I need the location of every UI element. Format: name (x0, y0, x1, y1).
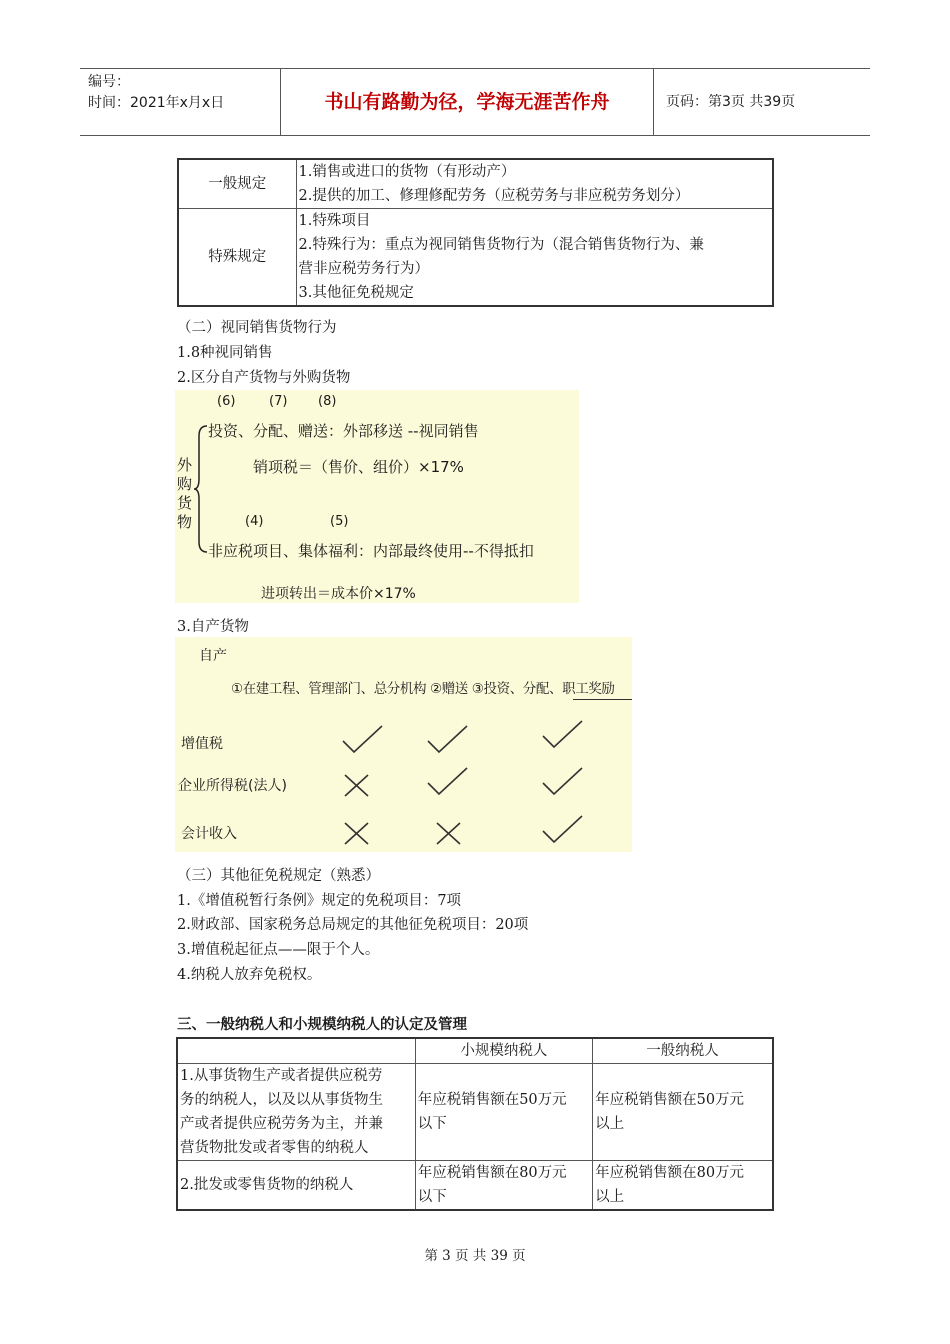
list-item: 2.财政部、国家税务总局规定的其他征免税项目：20项 (177, 917, 529, 933)
row-label: 特殊规定 (178, 209, 296, 307)
content-line: 1.特殊项目 (298, 213, 371, 229)
cell-line: 产或者提供应税劳务为主，并兼 (180, 1116, 383, 1132)
marks-grid (175, 637, 632, 852)
list-item: 1.8种视同销售 (177, 345, 273, 361)
external-transfer-text: 投资、分配、赠送：外部移送 --视同销售 (208, 422, 479, 440)
output-tax-formula: 销项税＝（售价、组价）×17% (253, 458, 464, 476)
list-item: 4.纳税人放弃免税权。 (177, 967, 322, 983)
row-label: 企业所得税(法人) (178, 778, 287, 794)
main-section-heading: 三、一般纳税人和小规模纳税人的认定及管理 (177, 1017, 467, 1033)
document-number: 编号： (88, 74, 130, 90)
table-row (178, 209, 773, 307)
item-number: (5) (330, 514, 349, 529)
check-icon (543, 768, 582, 794)
row-description (177, 1064, 415, 1161)
internal-use-text: 非应税项目、集体福利：内部最终使用--不得抵扣 (208, 542, 534, 560)
general-cell (593, 1064, 773, 1161)
section-heading: （三）其他征免税规定（熟悉） (177, 868, 380, 884)
table-header-row (177, 1038, 773, 1064)
table-row (178, 159, 773, 209)
document-date: 时间：2021年x月x日 (88, 95, 225, 111)
check-icon (343, 726, 382, 752)
list-item: 3.增值税起征点——限于个人。 (177, 942, 380, 958)
cross-icon (345, 775, 368, 796)
row-content (296, 209, 773, 307)
cell-line: 以上 (595, 1189, 625, 1205)
diagram-title: 自产 (199, 648, 227, 664)
table-row (177, 1064, 773, 1161)
cross-icon (437, 823, 460, 844)
header-cell: 一般纳税人 (593, 1038, 773, 1064)
side-char: 外 (177, 456, 193, 474)
small-scale-cell (415, 1064, 592, 1161)
content-line: 1.销售或进口的货物（有形动产） (298, 164, 516, 180)
header-info (80, 69, 281, 135)
content-line: 2.提供的加工、修理修配劳务（应税劳务与非应税劳务划分） (298, 188, 690, 204)
cell-line: 年应税销售额在50万元 (595, 1092, 745, 1108)
cell-line: 年应税销售额在80万元 (595, 1165, 745, 1181)
small-scale-cell (415, 1161, 592, 1211)
column-headers: ①在建工程、管理部门、总分机构 ②赠送 ③投资、分配、职工奖励 (231, 681, 615, 697)
list-item: 3.自产货物 (177, 619, 249, 635)
content-line: 3.其他征免税规定 (298, 285, 414, 301)
check-icon (428, 726, 467, 752)
scope-table (177, 158, 774, 307)
list-item: 1.《增值税暂行条例》规定的免税项目：7项 (177, 893, 462, 909)
header-cell (177, 1038, 415, 1064)
side-char: 物 (177, 513, 193, 531)
row-label: 一般规定 (178, 159, 296, 209)
item-number: (6) (217, 394, 236, 409)
check-icon (543, 721, 582, 747)
cell-line: 以上 (595, 1116, 625, 1132)
row-label: 增值税 (181, 736, 223, 752)
brace-icon (193, 424, 209, 554)
section-heading: （二）视同销售货物行为 (177, 320, 337, 336)
row-description (177, 1161, 415, 1211)
cross-icon (345, 823, 368, 844)
cell-line: 以下 (417, 1189, 447, 1205)
general-cell (593, 1161, 773, 1211)
page-header (80, 68, 870, 136)
header-page-number: 页码：第3页 共39页 (666, 94, 796, 110)
self-produced-goods-diagram (175, 637, 632, 852)
row-content (296, 159, 773, 209)
side-char: 购 (177, 475, 193, 493)
item-number: (7) (269, 394, 288, 409)
list-item: 2.区分自产货物与外购货物 (177, 370, 351, 386)
cell-line: 年应税销售额在50万元 (417, 1092, 567, 1108)
item-number: (4) (245, 514, 264, 529)
row-label: 会计收入 (181, 826, 237, 842)
cell-line: 营货物批发或者零售的纳税人 (180, 1140, 369, 1156)
side-char: 货 (177, 494, 193, 512)
cell-line: 年应税销售额在80万元 (417, 1165, 567, 1181)
cell-line: 务的纳税人，以及以从事货物生 (180, 1092, 383, 1108)
cell-line: 以下 (417, 1116, 447, 1132)
item-number: (8) (318, 394, 337, 409)
header-cell: 小规模纳税人 (415, 1038, 592, 1064)
cell-line: 1.从事货物生产或者提供应税劳 (180, 1068, 383, 1084)
cell-line: 2.批发或零售货物的纳税人 (180, 1177, 354, 1193)
content-line: 2.特殊行为：重点为视同销售货物行为（混合销售货物行为、兼 (298, 237, 704, 253)
page-footer: 第 3 页 共 39 页 (424, 1248, 526, 1264)
check-icon (543, 816, 582, 842)
input-tax-transfer-formula: 进项转出＝成本价×17% (261, 586, 416, 602)
table-row (177, 1161, 773, 1211)
header-motto: 书山有路勤为径，学海无涯苦作舟 (281, 69, 654, 135)
purchased-goods-diagram (175, 390, 579, 603)
check-icon (428, 768, 467, 794)
content-line: 营非应税劳务行为） (298, 261, 429, 277)
taxpayer-comparison-table (176, 1037, 774, 1211)
